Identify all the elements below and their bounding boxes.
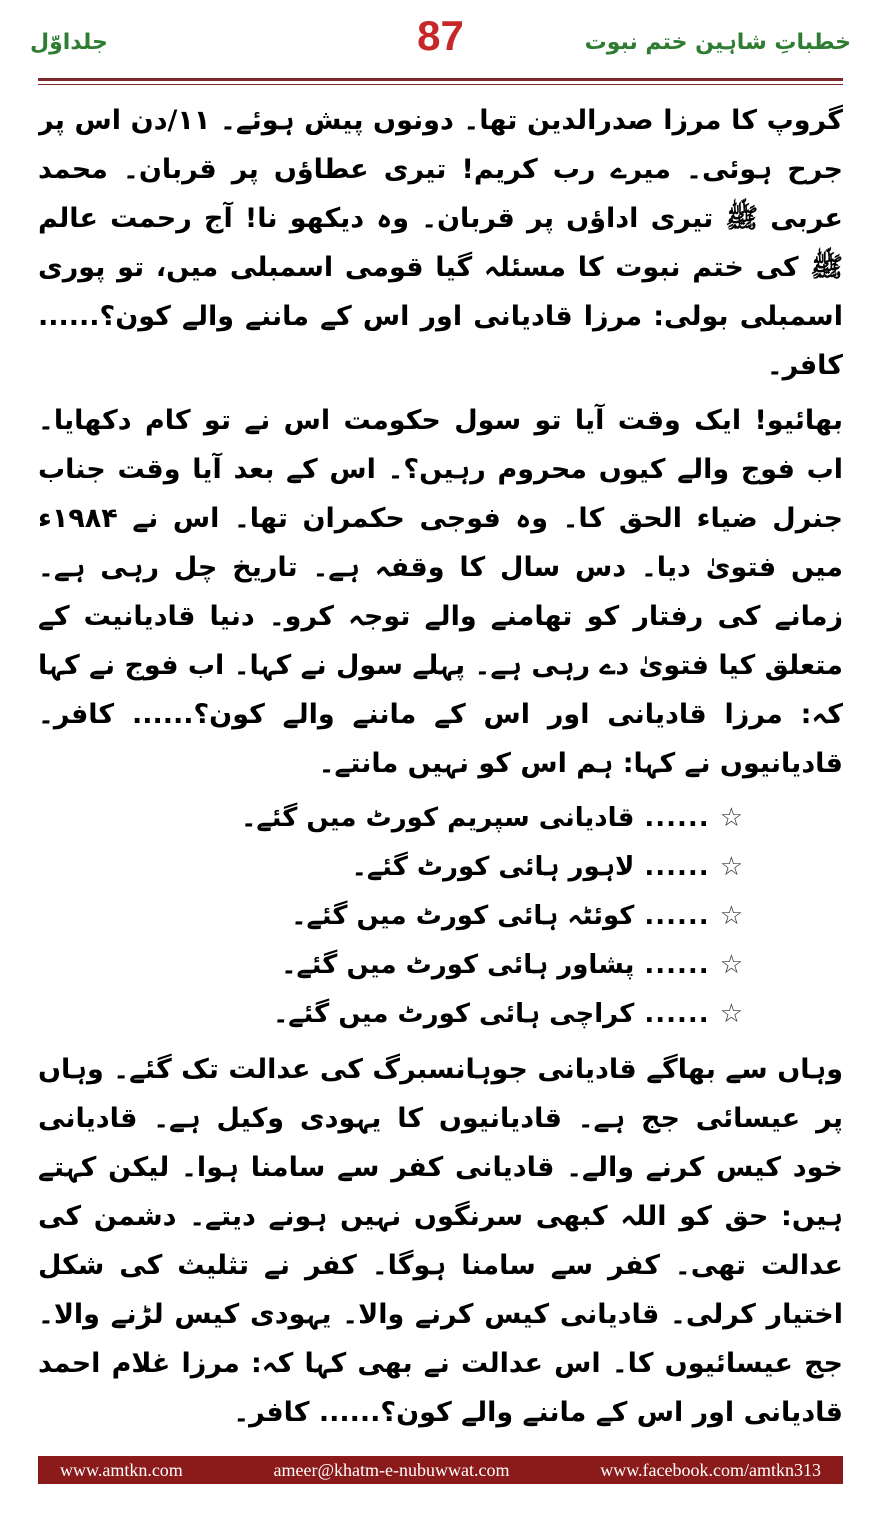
list-dots: ...... [644,901,710,931]
list-dots: ...... [644,852,710,882]
header-rule-thin [38,84,843,85]
list-item-text: پشاور ہائی کورٹ میں گئے۔ [281,950,635,980]
list-item [38,990,843,1039]
list-item-text: کراچی ہائی کورٹ میں گئے۔ [273,999,635,1029]
list-item-text: کوئٹہ ہائی کورٹ میں گئے۔ [291,901,635,931]
book-title: خطباتِ شاہین ختم نبوت [584,30,851,55]
list-dots: ...... [644,950,710,980]
star-icon: ☆ [719,803,743,833]
star-icon: ☆ [719,950,743,980]
list-dots: ...... [644,803,710,833]
list-item [38,892,843,941]
header-rule-thick [38,78,843,81]
page-footer [38,1456,843,1484]
volume-label: جلداوّل [30,30,108,55]
footer-website-link[interactable]: www.amtkn.com [60,1459,183,1480]
page-body [38,96,843,1436]
paragraph: گروپ کا مرزا صدرالدین تھا۔ دونوں پیش ہوئے۔ ۱۱/دن اس پر جرح ہوئی۔ میرے رب کریم! تیری عطاؤں پر قربان۔ محمد عربی ﷺ تیری اداؤں پر قربان۔ وہ دیکھو نا! آج رحمت عالم ﷺ کی ختم نبوت کا مسئلہ گیا قومی اسمبلی میں، تو پوری اسمبلی بولی: مرزا قادیانی اور اس کے ماننے والے کون؟...... کافر۔ [38,105,843,381]
footer-email-link[interactable]: ameer@khatm-e-nubuwwat.com [273,1459,510,1480]
star-icon: ☆ [719,999,743,1029]
paragraph: بھائیو! ایک وقت آیا تو سول حکومت اس نے تو کام دکھایا۔ اب فوج والے کیوں محروم رہیں؟۔ اس کے بعد آیا وقت جناب جنرل ضیاء الحق کا۔ وہ فوجی حکمران تھا۔ اس نے ۱۹۸۴ء میں فتویٰ دیا۔ دس سال کا وقفہ ہے۔ تاریخ چل رہی ہے۔ زمانے کی رفتار کو تھامنے والے توجہ کرو۔ دنیا قادیانیت کے متعلق کیا فتویٰ دے رہی ہے۔ پہلے سول نے کہا۔ اب فوج نے کہا کہ: مرزا قادیانی اور اس کے ماننے والے کون؟...... کافر۔ قادیانیوں نے کہا: ہم اس کو نہیں مانتے۔ [38,405,843,779]
list-item [38,941,843,990]
footer-facebook-link[interactable]: www.facebook.com/amtkn313 [600,1459,821,1480]
star-icon: ☆ [719,852,743,882]
list-item-text: قادیانی سپریم کورٹ میں گئے۔ [241,803,635,833]
list-item [38,843,843,892]
list-item [38,794,843,843]
court-list [38,794,843,1039]
page-number: 87 [417,12,464,59]
star-icon: ☆ [719,901,743,931]
list-dots: ...... [644,999,710,1029]
list-item-text: لاہور ہائی کورٹ گئے۔ [351,852,635,882]
page-header [0,0,881,90]
paragraph: وہاں سے بھاگے قادیانی جوہانسبرگ کی عدالت تک گئے۔ وہاں پر عیسائی جج ہے۔ قادیانیوں کا یہودی وکیل ہے۔ قادیانی خود کیس کرنے والے۔ قادیانی کفر سے سامنا ہوا۔ لیکن کہتے ہیں: حق کو اللہ کبھی سرنگوں نہیں ہونے دیتے۔ دشمن کی عدالت تھی۔ کفر سے سامنا ہوگا۔ کفر نے تثلیث کی شکل اختیار کرلی۔ قادیانی کیس کرنے والا۔ یہودی کیس لڑنے والا۔ جج عیسائیوں کا۔ اس عدالت نے بھی کہا کہ: مرزا غلام احمد قادیانی اور اس کے ماننے والے کون؟...... کافر۔ [38,1054,843,1428]
